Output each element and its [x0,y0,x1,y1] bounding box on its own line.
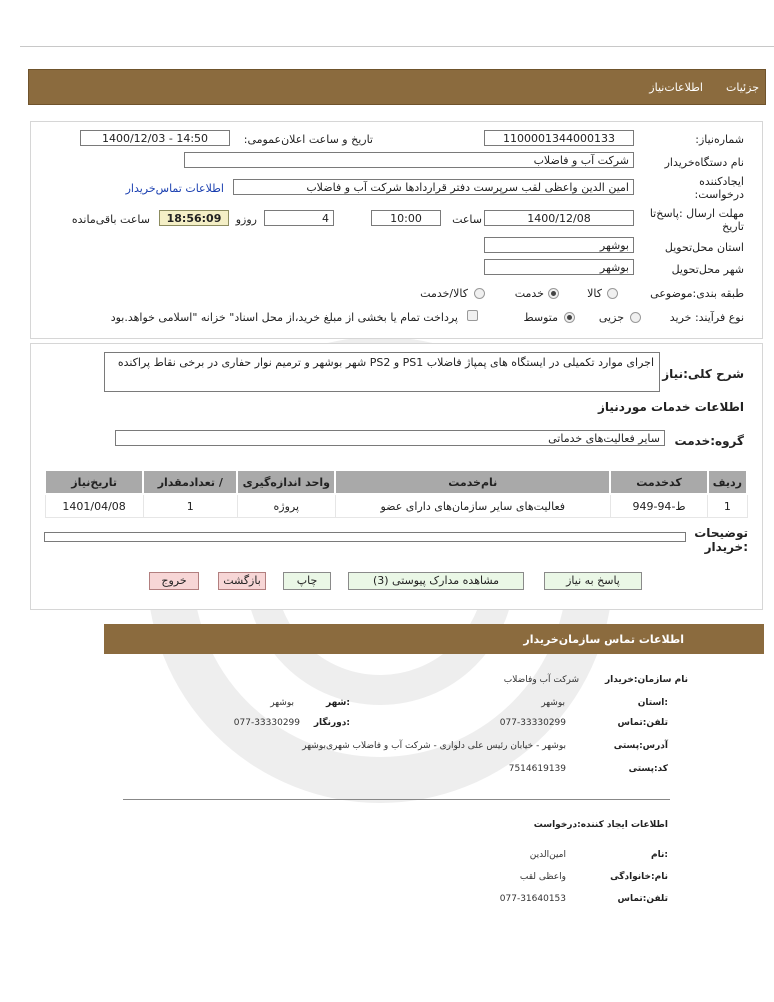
contact-address-label: آدرس:پستی [613,741,668,751]
city-label: شهر محل‌تحویل [671,263,744,276]
process-minor-radio[interactable] [630,312,641,323]
services-table [44,469,748,518]
deadline-time-field[interactable]: 10:00 [371,210,441,226]
creator-phone-label: تلفن:تماس [617,894,668,904]
province-label: استان محل‌تحویل [664,241,744,254]
treasury-payment-checkbox[interactable] [467,310,478,321]
group-label: گروه:خدمت [674,434,744,448]
days-field[interactable]: 4 [264,210,334,226]
reply-button[interactable]: پاسخ به نیاز [544,572,642,590]
need-number-field[interactable]: 1100001344000133 [484,130,634,146]
notes-field[interactable] [44,532,686,542]
announce-field[interactable]: 1400/12/03 - 14:50 [80,130,230,146]
category-goods-label: کالا [587,287,602,300]
days-label: روزو [235,213,257,226]
cell-unit: پروژه [237,494,335,518]
buyer-org-label: نام دستگاه‌خریدار [664,156,744,169]
org-name-value: شرکت آب وفاضلاب [503,675,579,685]
contact-phone-value: 077-33330299 [499,718,566,728]
contact-fax-value: 077-33330299 [233,718,300,728]
creator-first-name-value: امین‌الدین [529,850,566,860]
payment-note: پرداخت تمام یا بخشی از مبلغ خرید،از محل اسناد" خزانه "اسلامی خواهد.بود [110,311,458,324]
back-button[interactable]: بازگشت [218,572,266,590]
col-service-code: کدخدمت [610,470,708,494]
creator-heading: اطلاعات ایجاد کننده:درخواست [533,820,668,830]
creator-last-name-value: واعظی لقب [519,872,566,882]
cell-service-name: فعالیت‌های سایر سازمان‌های دارای عضو [335,494,610,518]
tab-details[interactable]: جزئیات [726,81,759,94]
col-need-date: تاریخ‌نیاز [45,470,143,494]
col-row: ردیف [708,470,747,494]
creator-first-name-label: :نام [651,850,668,860]
process-medium-radio[interactable] [564,312,575,323]
buyer-org-field[interactable]: شرکت آب و فاضلاب [184,152,634,168]
summary-text: اجرای موارد تکمیلی در ایستگاه های پمپاژ فاضلاب PS1 و PS2 شهر بوشهر و ترمیم نوار حفاری در برخی نقاط پراکنده [104,352,660,392]
services-heading: اطلاعات خدمات موردنیاز [597,400,744,414]
org-name-label: نام سازمان:خریدار [604,675,688,685]
contact-heading-bar [104,624,764,654]
col-service-name: نام‌خدمت [335,470,610,494]
category-goods-service-radio[interactable] [474,288,485,299]
contact-province-value: بوشهر [541,698,565,708]
top-tab-bar [28,69,766,105]
attachments-button[interactable]: مشاهده مدارک پیوستی (3) [348,572,524,590]
notes-label-2: :خریدار [704,540,748,554]
category-label: طبقه بندی:موضوعی [650,287,744,300]
time-label: ساعت [452,213,482,226]
creator-phone-value: 077-31640153 [499,894,566,904]
contact-postal-value: 7514619139 [508,764,566,774]
province-field[interactable]: بوشهر [484,237,634,253]
creator-label-2: درخواست: [694,188,744,201]
col-unit: واحد اندازه‌گیری [237,470,335,494]
cell-quantity: 1 [143,494,237,518]
col-quantity: / تعدادمقدار [143,470,237,494]
table-row [45,494,747,518]
need-number-label: شماره‌نیاز: [695,133,744,146]
contact-phone-label: تلفن:تماس [617,718,668,728]
buyer-contact-link[interactable]: اطلاعات تماس‌خریدار [125,182,224,195]
contact-address-value: بوشهر - خیابان رئیس علی دلواری - شرکت آب و فاضلاب شهری‌بوشهر [302,741,566,751]
contact-city-value: بوشهر [270,698,294,708]
deadline-date-field[interactable]: 1400/12/08 [484,210,634,226]
contact-divider [123,799,670,800]
process-label: نوع فرآیند: خرید [669,311,744,324]
creator-field[interactable]: امین الدین واعظی لقب سرپرست دفتر قراردادها شرکت آب و فاضلاب [233,179,634,195]
category-goods-service-label: کالا/خدمت [420,287,468,300]
notes-label-1: توضیحات [694,526,748,540]
cell-service-code: ط-94-949 [610,494,708,518]
process-medium-label: متوسط [523,311,558,324]
category-service-radio[interactable] [548,288,559,299]
summary-label: شرح کلی:نیاز [662,367,744,381]
contact-postal-label: کد:پستی [628,764,668,774]
category-goods-radio[interactable] [607,288,618,299]
creator-label-1: ایجادکننده [699,175,744,188]
contact-heading: اطلاعات تماس سازمان‌خریدار [523,633,684,646]
remaining-time-field: 18:56:09 [159,210,229,226]
category-service-label: خدمت [514,287,544,300]
cell-need-date: 1401/04/08 [45,494,143,518]
contact-province-label: :استان [637,698,668,708]
print-button[interactable]: چاپ [283,572,331,590]
group-field[interactable]: سایر فعالیت‌های خدماتی [115,430,665,446]
contact-city-label: :شهر [326,698,350,708]
announce-label: تاریخ و ساعت اعلان‌عمومی: [243,133,373,146]
cell-row: 1 [708,494,747,518]
contact-fax-label: :دورنگار [313,718,350,728]
deadline-label-1: مهلت ارسال :پاسخ‌تا [649,207,744,220]
tab-need-info[interactable]: اطلاعات‌نیاز [649,81,703,94]
exit-button[interactable]: خروج [149,572,199,590]
deadline-label-2: تاریخ [722,220,744,233]
process-minor-label: جزیی [598,311,624,324]
remaining-label: ساعت باقی‌مانده [71,213,150,226]
city-field[interactable]: بوشهر [484,259,634,275]
creator-last-name-label: نام:خانوادگی [610,872,668,882]
top-divider [20,46,774,47]
